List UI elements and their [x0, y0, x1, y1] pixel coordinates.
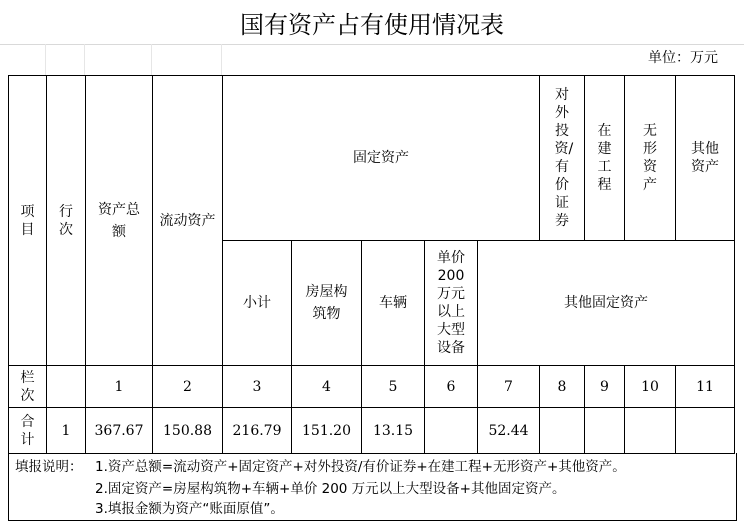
column-number: 9 — [585, 366, 625, 408]
note-item: 3.填报金额为资产“账面原值”。 — [95, 501, 284, 517]
value-cell[interactable]: 150.88 — [153, 408, 223, 454]
notes-prefix: 填报说明： — [15, 459, 83, 475]
header-item: 项目 — [9, 76, 47, 366]
header-fixed-assets: 固定资产 — [223, 76, 540, 241]
unit-label: 单位：万元 — [648, 50, 718, 66]
page-title: 国有资产占有使用情况表 — [240, 11, 504, 39]
grid-line — [221, 44, 222, 75]
value-cell[interactable]: 52.44 — [478, 408, 540, 454]
value-cell[interactable]: 216.79 — [223, 408, 292, 454]
total-row-no: 1 — [47, 408, 86, 454]
column-number: 3 — [223, 366, 292, 408]
header-current-assets: 流动资产 — [153, 76, 223, 366]
column-number: 5 — [362, 366, 425, 408]
column-number: 10 — [625, 366, 676, 408]
header-external-investment: 对外投资/有价证券 — [540, 76, 585, 241]
value-cell[interactable]: 367.67 — [86, 408, 153, 454]
value-cell[interactable] — [585, 408, 625, 454]
column-row-label: 栏次 — [9, 366, 47, 408]
column-number: 6 — [425, 366, 478, 408]
header-row-no: 行次 — [47, 76, 86, 366]
table-cell — [47, 366, 86, 408]
asset-table — [8, 75, 735, 454]
divider — [0, 44, 744, 45]
grid-line — [84, 44, 85, 75]
grid-line — [45, 44, 46, 75]
value-cell[interactable] — [625, 408, 676, 454]
header-intangible: 无形资产 — [625, 76, 676, 241]
header-construction: 在建工程 — [585, 76, 625, 241]
note-item: 2.固定资产=房屋构筑物+车辆+单价 200 万元以上大型设备+其他固定资产。 — [95, 481, 566, 497]
value-cell[interactable]: 13.15 — [362, 408, 425, 454]
value-cell[interactable]: 151.20 — [292, 408, 362, 454]
total-row-label: 合计 — [9, 408, 47, 454]
column-number: 7 — [478, 366, 540, 408]
header-other-fixed: 其他固定资产 — [478, 241, 735, 366]
column-number: 11 — [676, 366, 735, 408]
value-cell[interactable] — [540, 408, 585, 454]
column-number: 4 — [292, 366, 362, 408]
note-item: 1.资产总额=流动资产+固定资产+对外投资/有价证券+在建工程+无形资产+其他资产。 — [95, 459, 626, 475]
value-cell[interactable] — [425, 408, 478, 454]
header-vehicles: 车辆 — [362, 241, 425, 366]
header-total-assets: 资产总额 — [86, 76, 153, 366]
column-number: 1 — [86, 366, 153, 408]
grid-line — [151, 44, 152, 75]
value-cell[interactable] — [676, 408, 735, 454]
header-subtotal: 小计 — [223, 241, 292, 366]
header-buildings: 房屋构筑物 — [292, 241, 362, 366]
header-other-assets: 其他资产 — [676, 76, 735, 241]
notes-box — [8, 453, 737, 521]
column-number: 8 — [540, 366, 585, 408]
header-large-equipment: 单价200万元以上大型设备 — [425, 241, 478, 366]
column-number: 2 — [153, 366, 223, 408]
